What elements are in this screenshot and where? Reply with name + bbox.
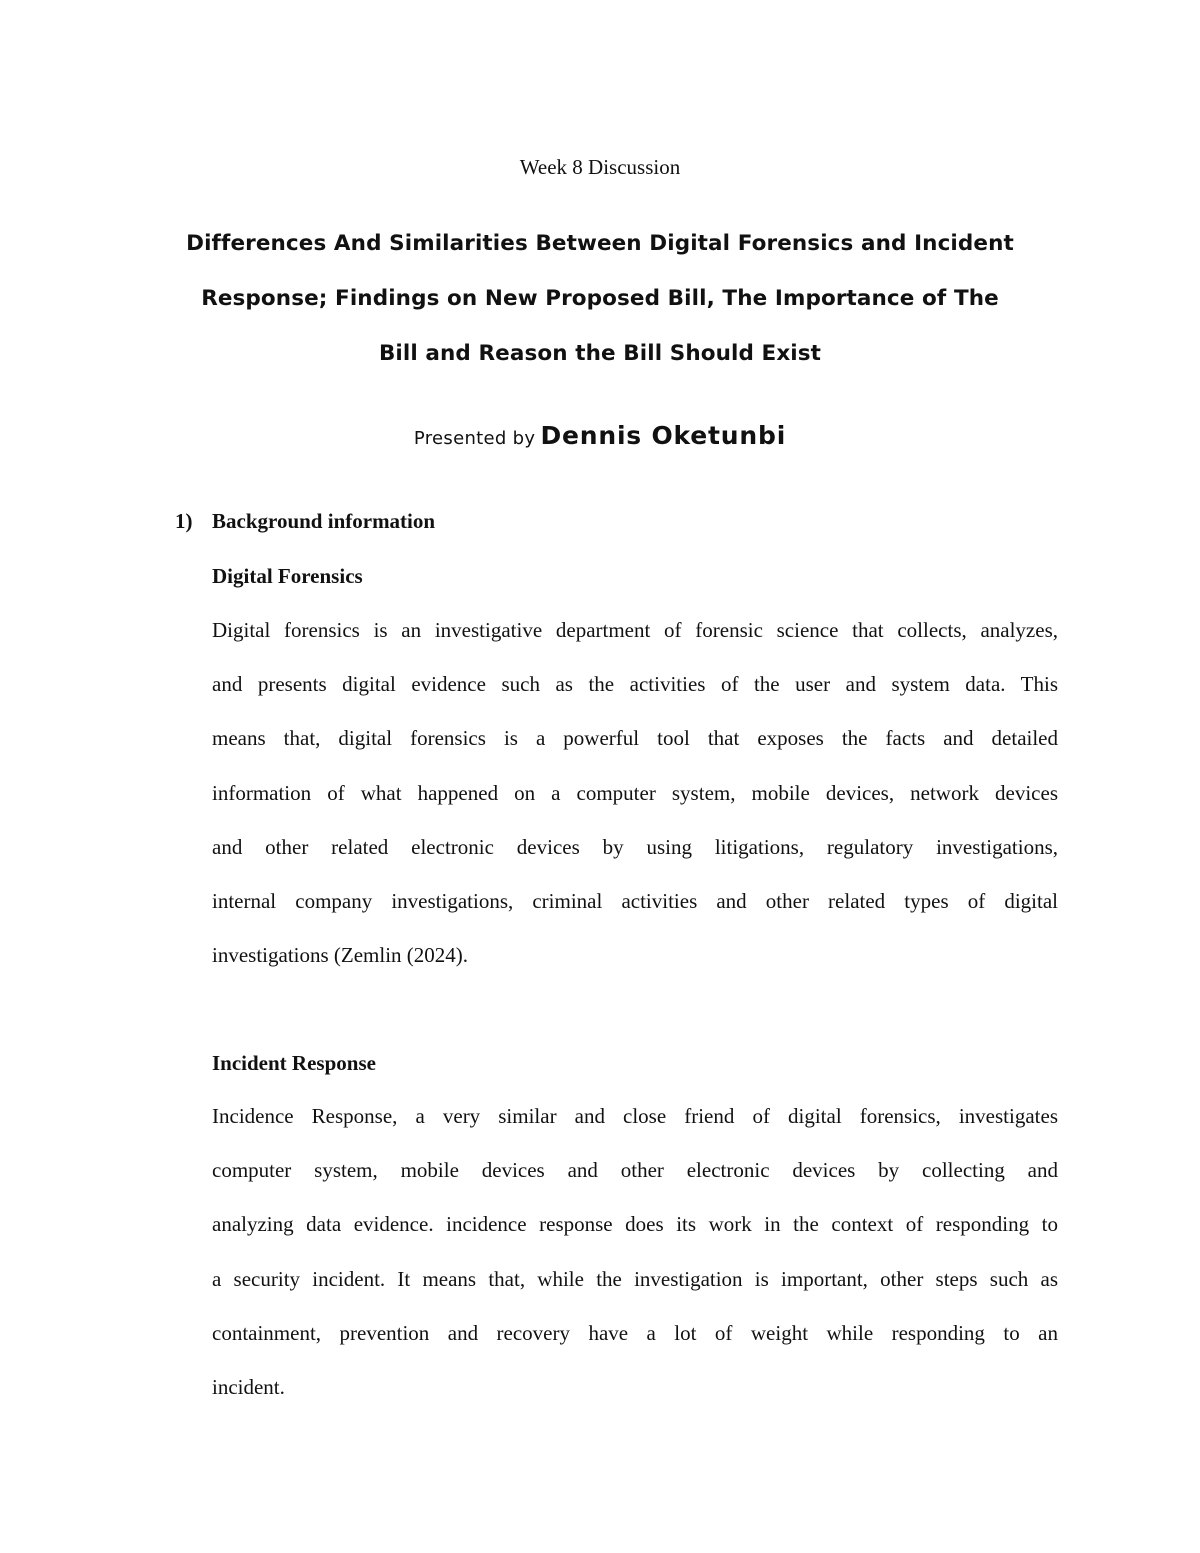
paragraph-line: investigations (Zemlin (2024). [212,943,469,968]
paragraph-line: and other related electronic devices by using litigations, regulatory investigations, [212,834,1058,859]
section-number: 1) [175,509,193,533]
paragraph-line: information of what happened on a computer system, mobile devices, network devices [212,780,1058,805]
paragraph-line: Incidence Response, a very similar and close friend of digital forensics, investigates [212,1104,1058,1128]
digital-forensics-heading: Digital Forensics [212,564,363,588]
digital-forensics-paragraph [212,603,1058,982]
paragraph-line: internal company investigations, criminal activities and other related types of digital [212,889,1058,914]
main-title-line: Differences And Similarities Between Digital Forensics and Incident [186,231,1014,256]
presenter-label: Presented by [413,428,536,449]
paragraph-line: computer system, mobile devices and other electronic devices by collecting and [212,1158,1058,1183]
paragraph-line: analyzing data evidence. incidence response does its work in the context of responding to [212,1212,1058,1237]
paragraph-line: Digital forensics is an investigative department of forensic science that collects, analyzes, [212,618,1058,642]
presenter-line [0,416,1200,459]
incident-response-heading: Incident Response [212,1051,376,1075]
paragraph-line: incident. [212,1375,285,1400]
section-heading [175,506,435,536]
main-title-line: Bill and Reason the Bill Should Exist [378,341,822,366]
paragraph-line: a security incident. It means that, while the investigation is important, other steps such as [212,1266,1058,1291]
week-title: Week 8 Discussion [519,155,681,179]
main-title [120,216,1080,381]
section-title: Background information [212,509,436,533]
paragraph-line: containment, prevention and recovery have a lot of weight while responding to an [212,1320,1058,1345]
main-title-line: Response; Findings on New Proposed Bill, The Importance of The [201,286,999,311]
presenter-name: Dennis Oketunbi [540,421,787,450]
paragraph-line: means that, digital forensics is a powerful tool that exposes the facts and detailed [212,726,1058,751]
paragraph-line: and presents digital evidence such as the activities of the user and system data. This [212,672,1058,697]
incident-response-paragraph [212,1089,1058,1414]
